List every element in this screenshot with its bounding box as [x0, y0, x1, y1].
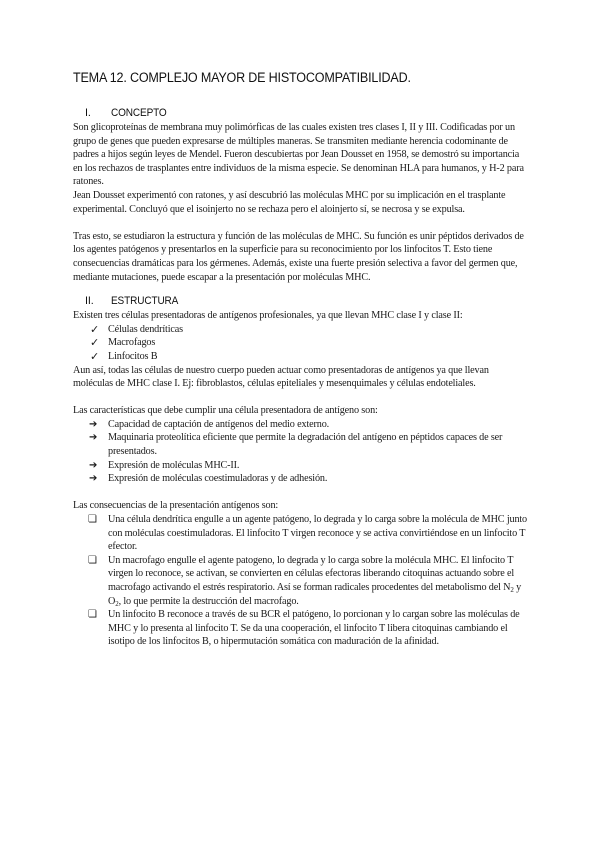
- document-title: TEMA 12. COMPLEJO MAYOR DE HISTOCOMPATIBILIDAD.: [73, 70, 411, 85]
- check-icon: ✓: [90, 336, 100, 350]
- list-item-text: Expresión de moléculas MHC-II.: [108, 459, 240, 471]
- list-item-text: Macrofagos: [108, 337, 156, 349]
- apc-cell-list: [73, 323, 528, 364]
- subscript: 2: [510, 586, 514, 594]
- list-item: [73, 323, 528, 337]
- list-item: [73, 350, 528, 364]
- section-title: CONCEPTO: [111, 107, 167, 119]
- list-item: [73, 418, 528, 432]
- section-number: II.: [85, 295, 94, 308]
- list-item: [73, 513, 528, 554]
- list-item: [73, 459, 528, 473]
- text-fragment: Un macrofago engulle el agente patogeno, lo degrada y lo carga sobre la molécula MHC. El linfocito T virgen lo reconoce, se activan, se convierten en células efectoras liberando citoquinas actuando sobre el macrofago activando el estrés respiratorio. Así se forman radicales procedentes del metabolismo del N: [108, 554, 515, 593]
- characteristics-list: [73, 418, 528, 486]
- arrow-right-icon: ➔: [89, 418, 98, 430]
- checkbox-square-icon: ❏: [88, 514, 97, 526]
- list-item-text: Un linfocito B reconoce a través de su BCR el patógeno, lo porcionan y lo cargan sobre las moléculas de MHC y lo presenta al linfocito T. Se da una cooperación, el linfocito T libera citoquinas cambiando el isotipo de los linfocitos B, o hipermutación somática con maduración de la afinidad.: [108, 609, 520, 648]
- check-icon: ✓: [90, 322, 100, 336]
- section-heading-estructura: [73, 294, 528, 308]
- list-item-text: Maquinaria proteolítica eficiente que permite la degradación del antígeno en péptidos capaces de ser presentados.: [108, 432, 503, 458]
- list-item-text: Expresión de moléculas coestimuladoras y de adhesión.: [108, 473, 328, 485]
- characteristics-intro: Las características que debe cumplir una célula presentadora de antígeno son:: [73, 405, 378, 417]
- section-heading-concepto: [73, 106, 528, 120]
- consequences-intro: Las consecuencias de la presentación antígenos son:: [73, 500, 279, 512]
- check-icon: ✓: [90, 349, 100, 363]
- arrow-right-icon: ➔: [89, 459, 98, 471]
- list-item: [73, 608, 528, 649]
- checkbox-square-icon: ❏: [88, 554, 97, 566]
- text-fragment: y O: [108, 582, 522, 607]
- concepto-paragraph-2: Jean Dousset experimentó con ratones, y así descubrió las moléculas MHC por su implicación en el trasplante experimental. Concluyó que el isoinjerto no se rechaza pero el aloinjerto sí, se necrosa y se expulsa.: [73, 189, 506, 215]
- list-item-text: Una célula dendrítica engulle a un agente patógeno, lo degrada y lo carga sobre la molécula de MHC junto con moléculas coestimuladoras. El linfocito T virgen reconoce y se activa convirtiéndose en un linfocito T efector.: [108, 514, 528, 553]
- list-item: [73, 336, 528, 350]
- checkbox-square-icon: ❏: [88, 609, 97, 621]
- list-item: [73, 472, 528, 486]
- document-page: [73, 70, 528, 649]
- arrow-right-icon: ➔: [89, 473, 98, 485]
- list-item-text: Células dendríticas: [108, 323, 183, 335]
- estructura-intro: Existen tres células presentadoras de antígenos profesionales, ya que llevan MHC clase I y clase II:: [73, 310, 463, 322]
- arrow-right-icon: ➔: [89, 432, 98, 444]
- consequences-list: [73, 513, 528, 649]
- concepto-paragraph-3: Tras esto, se estudiaron la estructura y función de las moléculas de MHC. Su función es unir péptidos derivados de los agentes patógenos y presentarlos en la superficie para su reconocimiento por los linfocitos T. Esto tiene consecuencias dramáticas para los gérmenes. Además, existe una fuerte presión selectiva a favor del germen que, mediante mutaciones, puede escapar a la presentación por moléculas MHC.: [73, 230, 524, 283]
- concepto-paragraph-1: Son glicoproteínas de membrana muy polimórficas de las cuales existen tres clases I, II y III. Codificadas por un grupo de genes que pueden expresarse de múltiples maneras. Se transmiten mediante herencia codominante de padres a hijos según leyes de Mendel. Fueron descubiertas por Jean Dousset en 1958, se demostró su importancia en los rechazos de trasplantes entre individuos de la misma especie. Se denominan HLA para humanos, y H-2 para ratones.: [73, 122, 524, 188]
- subscript: 2: [115, 599, 119, 608]
- list-item: [73, 431, 528, 458]
- list-item: [73, 554, 528, 608]
- list-item-text: Capacidad de captación de antígenos del medio externo.: [108, 418, 330, 430]
- list-item-text: Linfocitos B: [108, 350, 158, 362]
- text-fragment: , lo que permite la destrucción del macrofago.: [118, 595, 299, 607]
- list-item-text: [108, 555, 521, 607]
- estructura-paragraph: Aun así, todas las células de nuestro cuerpo pueden actuar como presentadoras de antígenos ya que llevan moléculas de MHC clase I. Ej: fibroblastos, células epiteliales y mesenquimales y células endoteliales.: [73, 364, 489, 390]
- section-number: I.: [85, 107, 91, 119]
- section-title: ESTRUCTURA: [111, 295, 179, 308]
